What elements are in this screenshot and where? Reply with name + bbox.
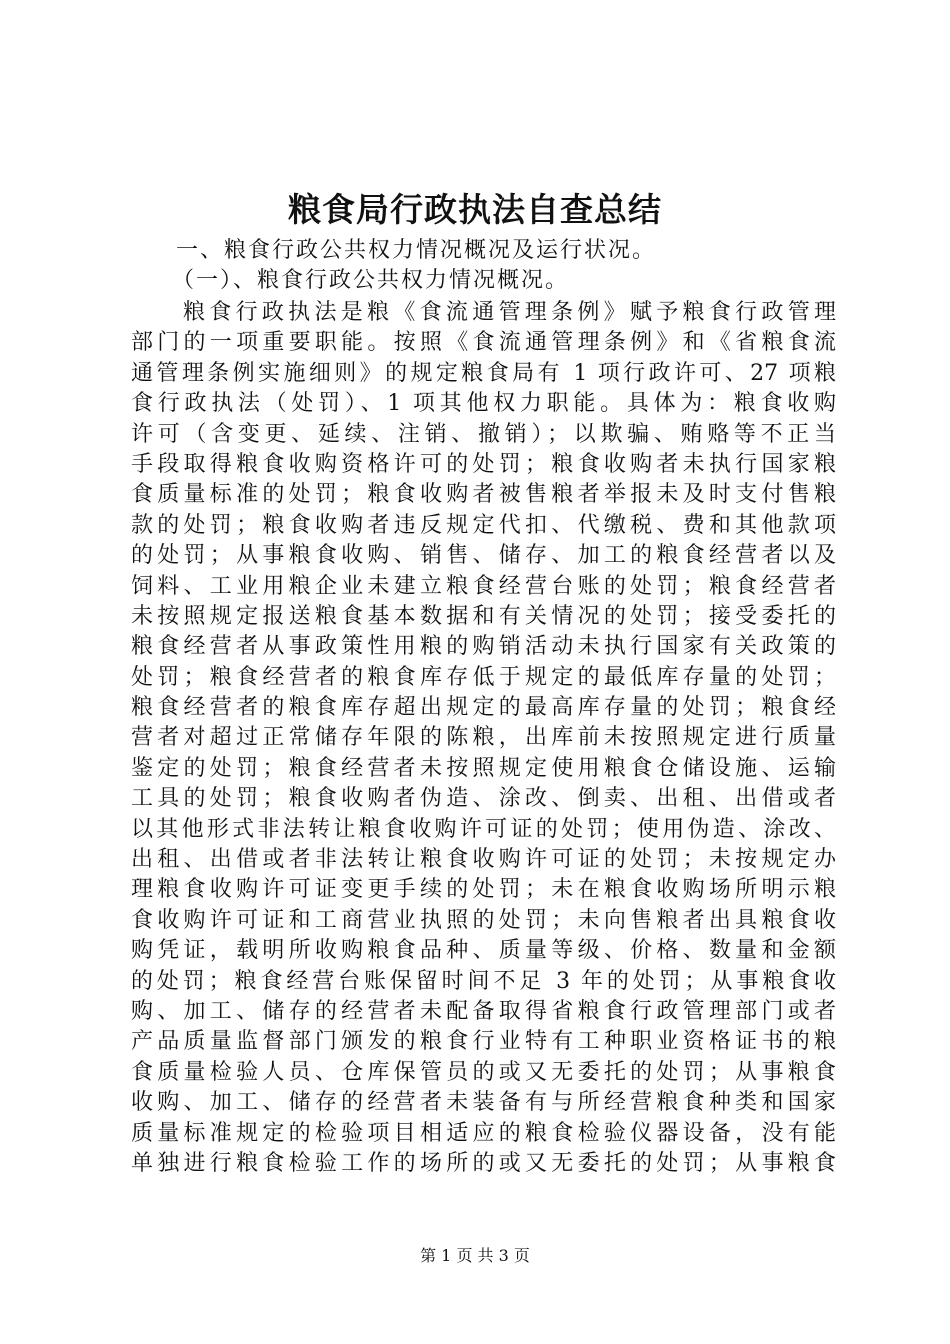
text-line: 部门的一项重要职能。按照《食流通管理条例》和《省粮食流 xyxy=(131,330,836,356)
text-line: 食行政执法（处罚）、1 项其他权力职能。具体为：粮食收购 xyxy=(131,391,836,417)
text-line: 产品质量监督部门颁发的粮食行业特有工种职业资格证书的粮 xyxy=(131,1029,836,1055)
text-line: 手段取得粮食收购资格许可的处罚；粮食收购者未执行国家粮 xyxy=(131,451,836,477)
text-line: 许可（含变更、延续、注销、撤销）；以欺骗、贿赂等不正当 xyxy=(131,421,836,447)
text-line: 食质量检验人员、仓库保管员的或又无委托的处罚；从事粮食 xyxy=(131,1059,836,1085)
text-line: 食收购许可证和工商营业执照的处罚；未向售粮者出具粮食收 xyxy=(131,907,836,933)
text-line: 出租、出借或者非法转让粮食收购许可证的处罚；未按规定办 xyxy=(131,847,836,873)
text-line: 食质量标准的处罚；粮食收购者被售粮者举报未及时支付售粮 xyxy=(131,482,836,508)
text-line: 的处罚；粮食经营台账保留时间不足 3 年的处罚；从事粮食收 xyxy=(131,968,836,994)
text-line: 未按照规定报送粮食基本数据和有关情况的处罚；接受委托的 xyxy=(131,603,836,629)
text-line: 粮食经营者从事政策性用粮的购销活动未执行国家有关政策的 xyxy=(131,634,836,660)
text-line: 粮食经营者的粮食库存超出规定的最高库存量的处罚；粮食经 xyxy=(131,695,836,721)
text-line: 收购、加工、储存的经营者未装备有与所经营粮食种类和国家 xyxy=(131,1090,836,1116)
document-title: 粮食局行政执法自查总结 xyxy=(288,190,662,229)
body-text xyxy=(131,298,836,1179)
text-line: 工具的处罚；粮食收购者伪造、涂改、倒卖、出租、出借或者 xyxy=(131,786,836,812)
text-line: 饲料、工业用粮企业未建立粮食经营台账的处罚；粮食经营者 xyxy=(131,573,836,599)
text-line: 购、加工、储存的经营者未配备取得省粮食行政管理部门或者 xyxy=(131,998,836,1024)
text-line: 鉴定的处罚；粮食经营者未按照规定使用粮食仓储设施、运输 xyxy=(131,755,836,781)
text-line: 以其他形式非法转让粮食收购许可证的处罚；使用伪造、涂改、 xyxy=(131,816,836,842)
section-heading: 一、粮食行政公共权力情况概况及运行状况。 xyxy=(176,238,657,263)
text-line: 营者对超过正常储存年限的陈粮，出库前未按照规定进行质量 xyxy=(131,725,836,751)
text-line: 的处罚；从事粮食收购、销售、储存、加工的粮食经营者以及 xyxy=(131,543,836,569)
text-line: 单独进行粮食检验工作的场所的或又无委托的处罚；从事粮食 xyxy=(131,1150,836,1176)
text-line: 质量标准规定的检验项目相适应的粮食检验仪器设备，没有能 xyxy=(131,1120,836,1146)
subsection-heading: （一）、粮食行政公共权力情况概况。 xyxy=(172,268,570,293)
page-number-footer: 第 1 页 共 3 页 xyxy=(420,1246,530,1265)
text-line: 款的处罚；粮食收购者违反规定代扣、代缴税、费和其他款项 xyxy=(131,512,836,538)
text-line: 处罚；粮食经营者的粮食库存低于规定的最低库存量的处罚； xyxy=(131,664,836,690)
text-line: 通管理条例实施细则》的规定粮食局有 1 项行政许可、27 项粮 xyxy=(131,360,836,386)
text-line: 粮食行政执法是粮《食流通管理条例》赋予粮食行政管理 xyxy=(183,300,836,325)
text-line: 购凭证，载明所收购粮食品种、质量等级、价格、数量和金额 xyxy=(131,938,836,964)
text-line: 理粮食收购许可证变更手续的处罚；未在粮食收购场所明示粮 xyxy=(131,877,836,903)
